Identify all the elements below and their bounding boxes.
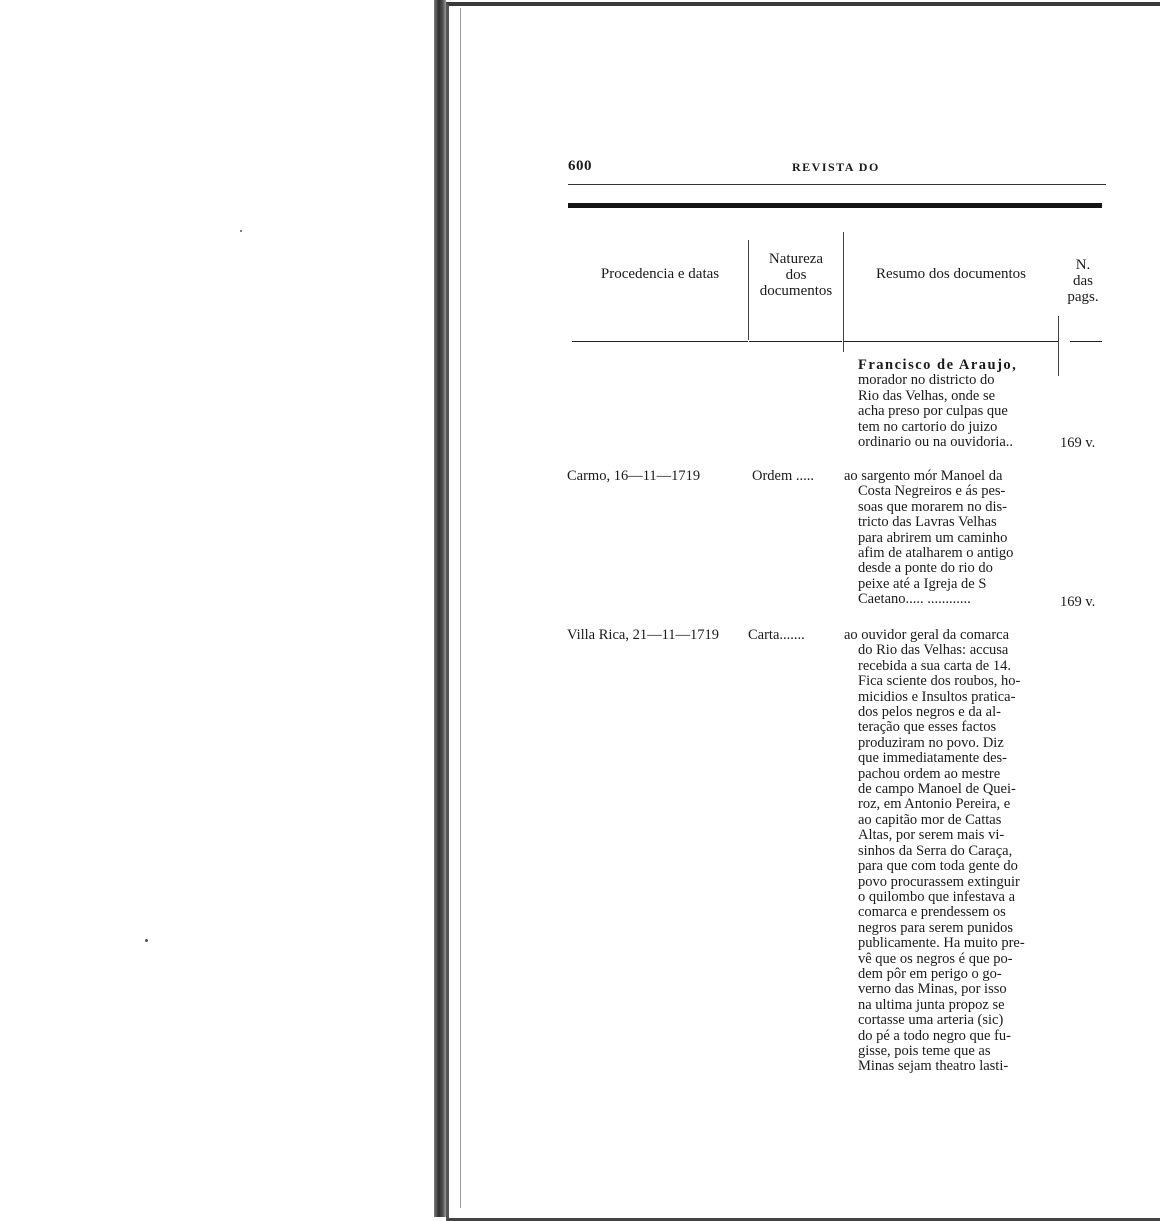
journal-title: REVISTA DO [792, 160, 880, 174]
summary-line: dos pelos negros e da al- [858, 704, 1001, 721]
origin-date: Carmo, 16—11—1719 [567, 468, 701, 484]
origin-date: Villa Rica, 21—11—1719 [567, 627, 720, 643]
summary-line: teração que esses factos [858, 719, 997, 736]
summary-line: na ultima junta propoz se [858, 996, 1005, 1013]
scan-speck [145, 939, 148, 942]
header-bottom-rule [572, 341, 748, 342]
column-header-pages: N. das pags. [1067, 257, 1099, 305]
document-nature: Carta....... [748, 627, 805, 643]
summary-line: negros para serem punidos [858, 919, 1014, 936]
summary-line: o quilombo que infestava a [858, 888, 1016, 905]
summary-line: desde a ponte do rio do [858, 560, 993, 577]
summary-line: Caetano..... ............ [858, 591, 971, 608]
summary-line: vê que os negros é que po- [858, 950, 1013, 967]
summary-line: recebida a sua carta de 14. [858, 657, 1011, 674]
summary-line: povo procurassem extinguir [858, 873, 1020, 890]
running-head [568, 158, 1106, 178]
summary-line: tricto das Lavras Velhas [858, 514, 997, 531]
summary-line: dem pôr em perigo o go- [858, 965, 1002, 982]
column-divider [843, 232, 844, 352]
summary-line: morador no districto do [858, 372, 995, 389]
summary-line: micidios e Insultos pratica- [858, 688, 1016, 705]
page-reference: 169 v. [1060, 435, 1096, 451]
column-divider [1058, 316, 1059, 376]
summary-line: soas que morarem no dis- [858, 498, 1007, 515]
summary-line: sinhos da Serra do Caraça, [858, 842, 1013, 859]
summary-line: publicamente. Ha muito pre- [858, 935, 1025, 952]
summary-line: acha preso por culpas que [858, 403, 1008, 420]
column-divider [748, 240, 749, 340]
summary-line: tem no cartorio do juizo [858, 418, 998, 435]
table-row-summary [858, 358, 1058, 450]
summary-line: peixe até a Igreja de S [858, 575, 987, 592]
summary-line: Minas sejam theatro lasti- [858, 1058, 1009, 1075]
header-bottom-rule [749, 341, 842, 342]
summary-line: ao capitão mor de Cattas [858, 811, 1002, 828]
summary-line: verno das Minas, por isso [858, 981, 1007, 998]
summary-line: cortasse uma arteria (sic) [858, 1012, 1004, 1029]
summary-line: ao ouvidor geral da comarca [844, 627, 1010, 643]
document-nature: Ordem ..... [752, 468, 815, 484]
page-reference: 169 v. [1060, 594, 1096, 610]
book-spine [434, 0, 446, 1217]
table-row-summary [844, 468, 1058, 608]
summary-line: que immediatamente des- [858, 750, 1007, 767]
summary-line: para abrirem um caminho [858, 529, 1008, 546]
summary-line: do Rio das Velhas: accusa [858, 642, 1009, 659]
summary-line: Altas, por serem mais vi- [858, 827, 1005, 844]
page-edge [460, 8, 461, 1208]
header-bottom-rule [844, 341, 1058, 342]
summary-line: roz, em Antonio Pereira, e [858, 796, 1011, 813]
summary-line: comarca e prendessem os [858, 904, 1006, 921]
summary-line: afim de atalharem o antigo [858, 545, 1014, 562]
summary-line: ao sargento mór Manoel da [844, 468, 1003, 484]
table-row-summary [844, 627, 1058, 1075]
summary-line: Fica sciente dos roubos, ho- [858, 673, 1021, 690]
page-number: 600 [568, 158, 592, 174]
summary-line: ordinario ou na ouvidoria.. [858, 434, 1014, 451]
summary-line: pachou ordem ao mestre [858, 765, 1001, 782]
column-header-nature: Natureza dos documentos [759, 251, 833, 299]
summary-line: de campo Manoel de Quei- [858, 781, 1016, 798]
summary-line: produziram no povo. Diz [858, 734, 1004, 751]
summary-line: para que com toda gente do [858, 858, 1018, 875]
table-top-rule [568, 203, 1102, 208]
summary-line: Rio das Velhas, onde se [858, 387, 996, 404]
summary-line: Francisco de Araujo, [858, 357, 1018, 373]
summary-line: do pé a todo negro que fu- [858, 1027, 1012, 1044]
header-rule [568, 184, 1106, 185]
summary-line: Costa Negreiros e ás pes- [858, 483, 1006, 500]
scan-speck [240, 230, 242, 232]
column-header-origin: Procedencia e datas [600, 266, 720, 282]
header-bottom-rule [1070, 341, 1102, 342]
summary-line: gisse, pois teme que as [858, 1042, 991, 1059]
column-header-summary: Resumo dos documentos [876, 266, 1026, 282]
